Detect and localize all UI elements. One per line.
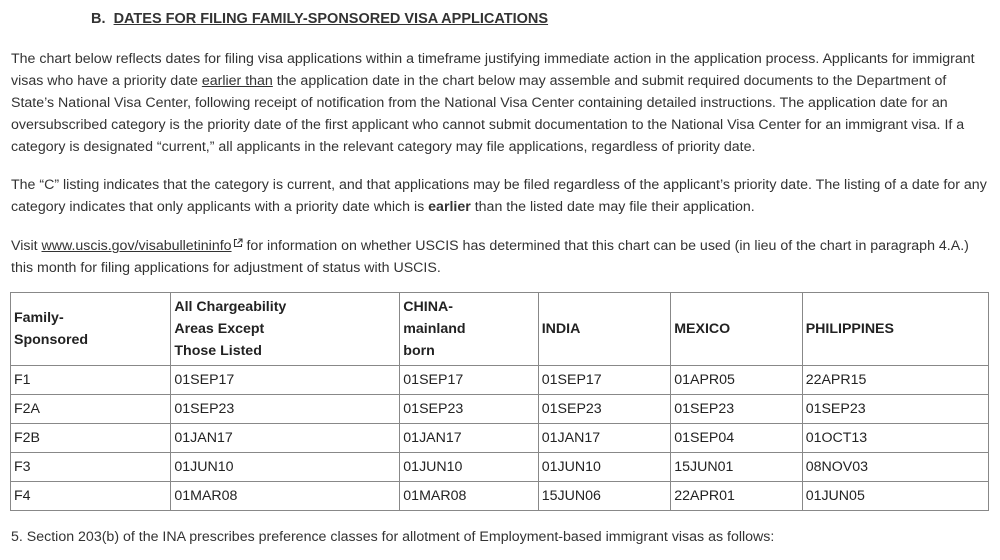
cell-mexico: 01APR05 [671,366,802,395]
row-category: F2A [11,395,171,424]
p3-text-b: for information on whether USCIS has determined that this chart can be used (in lieu of the chart in paragraph 4.A.) this month for filing applications for adjustment of status with USCIS. [11,238,969,276]
family-sponsored-dates-table [10,292,989,511]
cell-mexico: 01SEP23 [671,395,802,424]
paragraph-dates-for-filing [11,48,991,158]
cell-china: 01MAR08 [400,482,538,511]
table-row [11,366,989,395]
table-row [11,453,989,482]
section-heading-prefix: B. [91,11,114,27]
header-philippines: PHILIPPINES [802,293,988,366]
cell-philippines: 22APR15 [802,366,988,395]
paragraph-current-listing [11,174,991,218]
table-row [11,395,989,424]
section-heading-title: DATES FOR FILING FAMILY-SPONSORED VISA APPLICATIONS [113,11,549,27]
header-all-chargeability: All Chargeability Areas Except Those Listed [171,293,400,366]
uscis-link[interactable]: www.uscis.gov/visabulletininfo [41,238,232,254]
row-category: F3 [11,453,171,482]
cell-china: 01JUN10 [400,453,538,482]
cell-all-chargeability: 01JUN10 [171,453,400,482]
cell-philippines: 01SEP23 [802,395,988,424]
p2-text-b: than the listed date may file their application. [470,199,755,215]
cell-india: 15JUN06 [538,482,670,511]
row-category: F4 [11,482,171,511]
cell-india: 01SEP23 [538,395,670,424]
row-category: F1 [11,366,171,395]
cell-mexico: 01SEP04 [671,424,802,453]
external-link-icon[interactable] [233,233,243,255]
table-row [11,482,989,511]
cell-india: 01JAN17 [538,424,670,453]
p3-text-a: Visit [11,238,42,254]
cell-all-chargeability: 01MAR08 [171,482,400,511]
header-china: CHINA- mainland born [400,293,538,366]
p2-text-a: The “C” listing indicates that the category is current, and that applications may be filed regardless of the applicant’s priority date. The listing of a date for any category indicates that only applicants with a priority date which is [11,177,987,215]
header-india: INDIA [538,293,670,366]
cell-china: 01JAN17 [400,424,538,453]
cell-all-chargeability: 01JAN17 [171,424,400,453]
cell-all-chargeability: 01SEP17 [171,366,400,395]
cell-philippines: 01JUN05 [802,482,988,511]
cell-india: 01SEP17 [538,366,670,395]
table-row [11,424,989,453]
cell-philippines: 01OCT13 [802,424,988,453]
section-5-intro: 5. Section 203(b) of the INA prescribes preference classes for allotment of Employment-based immigrant visas as follows: [11,529,775,545]
cell-philippines: 08NOV03 [802,453,988,482]
cell-all-chargeability: 01SEP23 [171,395,400,424]
cell-mexico: 22APR01 [671,482,802,511]
paragraph-uscis-visit [11,233,991,279]
table-header-row [11,293,989,366]
cell-china: 01SEP23 [400,395,538,424]
cell-china: 01SEP17 [400,366,538,395]
p1-earlier-than: earlier than [201,73,273,89]
cell-india: 01JUN10 [538,453,670,482]
header-mexico: MEXICO [671,293,802,366]
section-heading [91,11,548,27]
p2-earlier: earlier [428,199,471,215]
row-category: F2B [11,424,171,453]
p1-text-a: The chart below reflects dates for filing visa applications within a timeframe justifying immediate action in the application process. Applicants for immigrant visas who have a priority date [11,51,975,89]
p1-text-b: the application date in the chart below may assemble and submit required documents to the Department of State’s National Visa Center, following receipt of notification from the National Visa Center containing detailed instructions. The application date for an oversubscribed category is the priority date of the first applicant who cannot submit documentation to the National Visa Center for an immigrant visa. If a category is designated “current,” all applicants in the relevant category may file applications, regardless of priority date. [11,73,965,155]
cell-mexico: 15JUN01 [671,453,802,482]
header-family-sponsored: Family- Sponsored [11,293,171,366]
